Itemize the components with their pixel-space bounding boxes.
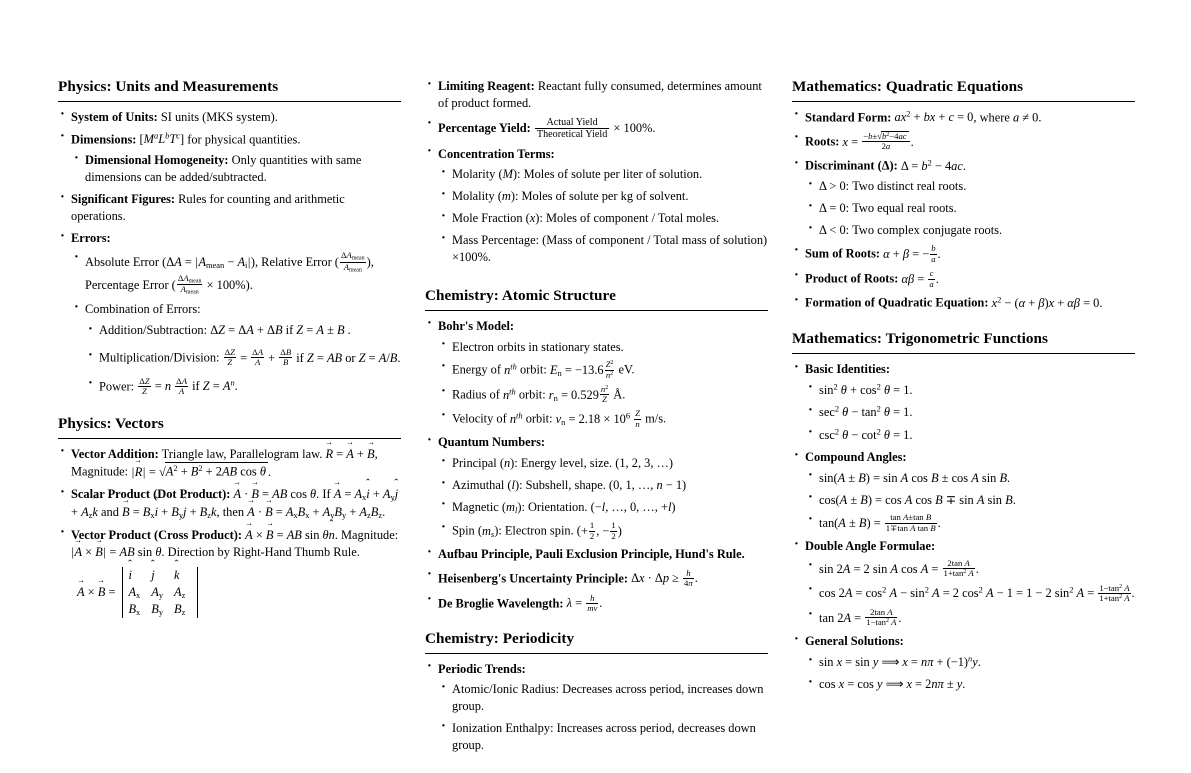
cross-magnitude-formula: |→ A × → B| = AB sin θ.: [71, 545, 165, 559]
item-label: Addition/Subtraction:: [99, 323, 208, 338]
column-2: [425, 78, 768, 773]
item-text: Ionization Enthalpy: Increases across period, decreases down group.: [452, 721, 756, 752]
list-item-basic-identities: [792, 361, 1135, 444]
list-item-magnetic: [438, 499, 768, 517]
list-item-aufbau-pauli-hund: [425, 546, 768, 563]
bullet-list-level1: [425, 318, 768, 613]
list-item-scalar-product: [58, 486, 401, 521]
heisenberg-formula: Δx · Δp ≥ $\frac{h}{4\pi}$ .: [631, 567, 698, 588]
symbol-M: M: [502, 167, 513, 182]
orbit-word: orbit:: [518, 387, 546, 402]
section-divider: [792, 101, 1135, 102]
tan2a-formula: tan 2A = $\frac{\text{2tan A}}{1-\tan^2 A}$ .: [819, 607, 902, 628]
list-item-identity-sin-cos: [805, 382, 1135, 399]
section-chemistry-periodicity: [425, 630, 768, 754]
determinant-matrix: [119, 567, 201, 618]
item-text: Rules for counting and arithmetic operations.: [71, 192, 345, 224]
table-row: [126, 567, 194, 583]
then-word: then: [222, 504, 245, 519]
item-text: Magnetic (: [452, 499, 507, 514]
item-text: 0: Two distinct real roots.: [839, 179, 967, 194]
section-title: Mathematics: Quadratic Equations: [792, 78, 1024, 95]
orbit-word: orbit:: [519, 363, 547, 378]
item-label: Discriminant (Δ):: [805, 158, 898, 173]
symbol-ml: $m_l$: [506, 499, 518, 515]
item-label: Double Angle Formulae:: [805, 539, 936, 554]
section-divider: [792, 353, 1135, 354]
item-label: Standard Form:: [805, 109, 892, 124]
radius-formula: $r_n = 0.529$ $\frac{n^2}{Z}$: [548, 383, 609, 405]
symbol-x: x: [529, 211, 536, 226]
bullet-list-level1: [792, 109, 1135, 312]
list-item-power: [85, 377, 401, 396]
cos2a-formula: $\cos 2A = \cos^2 A - \sin^2 A = 2$ $\cos^2 A - 1 = 1 - 2$ $\sin^2 A$ = $\frac{1-\tan^2 A}{1+\tan^2 A}$ .: [819, 582, 1135, 603]
column-3: [792, 78, 1135, 712]
item-text: Molality (: [452, 189, 502, 204]
matrix-cell: $A_y$: [151, 584, 164, 600]
list-item-vector-addition: [58, 446, 401, 481]
section-chemistry-atomic-structure: [425, 287, 768, 613]
item-text: Only quantities with same dimensions can be added/subtracted.: [85, 153, 362, 184]
item-label: Bohr's Model:: [438, 318, 515, 333]
percentage-yield-fraction: [535, 117, 609, 140]
item-text: Absolute Error (: [85, 255, 167, 270]
spin-values: + $\frac{1}{2}$ , − $\frac{1}{2}$ ): [580, 520, 622, 541]
section-title: Mathematics: Trigonometric Functions: [792, 330, 1049, 348]
list-item-identity-sec-tan: [805, 404, 1135, 421]
list-item-sum-of-roots: [792, 244, 1135, 263]
item-label: Aufbau Principle, Pauli Exclusion Principle, Hund's Rule.: [438, 547, 745, 562]
list-item-absolute-error: [71, 251, 401, 296]
nth-notation: $n^{th}$: [509, 410, 523, 426]
determinant-lhs: → A × → B =: [77, 584, 115, 601]
section-physics-units: [58, 78, 401, 396]
magnetic-range: −l, …, 0, …, +l): [594, 499, 676, 514]
item-text-2: ): Moles of component / Total moles.: [535, 211, 719, 226]
list-item-cos-sum: [805, 492, 1135, 509]
roots-formula: x = $\frac{-b\pm√b^2-4ac}{2a}$ .: [842, 131, 914, 152]
list-item-dimensional-homogeneity: [71, 152, 401, 186]
list-item-concentration-terms: [425, 146, 768, 266]
relative-error-fraction: $\frac{\Delta A_{mean}}{A_{mean}}$: [340, 250, 365, 274]
item-text: Spin (: [452, 524, 482, 538]
list-item-tan-2a: [805, 608, 1135, 627]
list-item-system-of-units: [58, 109, 401, 126]
list-item-velocity-nth-orbit: [438, 409, 768, 428]
list-item-atomic-radius: [438, 681, 768, 715]
item-text: Radius of: [452, 387, 500, 402]
item-text: , where: [973, 109, 1010, 124]
tan-sum-formula: tan(A ± B) = $\frac{\text{tan A±tan B}}{\text{1∓tan A tan B}}$ .: [819, 512, 941, 533]
item-text-2: ): Subshell, shape. (0, 1, …,: [514, 477, 654, 492]
bullet-list-level2: [805, 178, 1135, 239]
item-label: Scalar Product (Dot Product):: [71, 487, 231, 502]
item-label: Multiplication/Division:: [99, 350, 220, 365]
item-label: De Broglie Wavelength:: [438, 596, 564, 611]
general-cos-formula: cos x = cos y ⟹ x = 2nπ ± y.: [819, 677, 966, 692]
determinant-left-bar: [122, 567, 123, 618]
spacer: [425, 271, 768, 287]
list-item-addition-subtraction: [85, 322, 401, 339]
item-label: Vector Product (Cross Product):: [71, 527, 243, 542]
cross-product-determinant: [77, 567, 401, 618]
item-text: Atomic/Ionic Radius: Decreases across period, increases down group.: [452, 682, 764, 714]
item-label: Concentration Terms:: [438, 146, 555, 161]
item-text-3: ): [682, 477, 687, 492]
matrix-cell: $B_y$: [151, 602, 164, 618]
item-label: Sum of Roots:: [805, 247, 881, 261]
delta-condition: Δ =: [819, 201, 837, 216]
item-text-2: ): Moles of solute per liter of solution.: [512, 167, 703, 182]
item-text: Velocity of: [452, 411, 507, 426]
item-label: Compound Angles:: [805, 449, 907, 464]
times-100: × 100%: [206, 277, 246, 292]
azimuthal-range: n − 1: [656, 477, 683, 492]
item-text: Principal (: [452, 456, 504, 471]
item-text: Energy of: [452, 363, 501, 378]
item-label: Periodic Trends:: [438, 661, 526, 676]
item-text: Molarity (: [452, 167, 503, 182]
symbol-l: l: [511, 477, 515, 492]
bullet-list-level2: [438, 339, 768, 429]
nth-notation: $n^{th}$: [502, 386, 516, 402]
sum-roots-formula: α + β = − $\frac{b}{a}$ .: [883, 243, 941, 264]
vector-addition-formula: → R = → A + → B,: [325, 447, 377, 461]
list-item-percentage-yield: [425, 117, 768, 140]
bullet-list-level1: [58, 446, 401, 619]
dot-product-formula: → A · → B = AB cos θ.: [233, 487, 319, 501]
section-math-trigonometry: [792, 330, 1135, 693]
nth-notation: $n^{th}$: [504, 361, 517, 378]
bullet-list-level2: [71, 152, 401, 186]
matrix-cell: ˆ i: [126, 567, 149, 583]
unit: m/s.: [645, 411, 667, 426]
fraction-denominator: Theoretical Yield: [536, 129, 608, 141]
list-item-delta-positive: [805, 178, 1135, 195]
identity-formula: $\sec^2 \theta - \tan^2 \theta = 1$.: [819, 404, 913, 420]
section-divider: [425, 310, 768, 311]
item-text-2: ): Electron spin. (: [494, 524, 581, 538]
list-item-formation-quadratic: [792, 294, 1135, 311]
identity-formula: $\sin^2 \theta + \cos^2 \theta = 1$.: [819, 381, 913, 398]
abs-error-formula: $\Delta A = |A_{mean} - A_i|$: [166, 255, 251, 271]
vector-magnitude-formula: |→ $R| = √A^2 + B^2 + 2AB$ cos θ .: [131, 465, 271, 479]
matrix-cell: $B_z$: [174, 602, 186, 618]
list-item-product-of-roots: [792, 269, 1135, 288]
list-item-electron-orbits: [438, 339, 768, 356]
bullet-list-level1: [425, 661, 768, 754]
item-text: Mole Fraction (: [452, 211, 530, 226]
item-text: 0: Two complex conjugate roots.: [839, 223, 1003, 238]
list-item-periodic-trends: [425, 661, 768, 754]
list-item-ionization-enthalpy: [438, 720, 768, 754]
item-label: Errors:: [71, 231, 111, 246]
item-text: Mass Percentage: (Mass of component / Total mass of solution): [452, 232, 768, 247]
list-item-principal: [438, 455, 768, 472]
delta-condition: Δ >: [819, 179, 837, 194]
determinant-table: [126, 567, 194, 618]
item-label: Vector Addition:: [71, 446, 159, 461]
list-item-bohr-model: [425, 318, 768, 429]
section-divider: [425, 653, 768, 654]
list-item-energy-nth-orbit: [438, 360, 768, 380]
list-item-tan-sum: [805, 513, 1135, 532]
item-text: Azimuthal (: [452, 477, 512, 492]
item-label: Significant Figures:: [71, 192, 176, 207]
item-text-2: ), Relative Error (: [250, 255, 339, 270]
bullet-list-level2: [805, 382, 1135, 444]
section-title: Chemistry: Periodicity: [425, 629, 575, 647]
item-text: Combination of Errors:: [85, 302, 201, 317]
magnitude-word: Magnitude:: [341, 527, 399, 542]
cross-product-formula: → A × → B = AB sin θˆ n.: [245, 528, 338, 542]
list-item-compound-angles: [792, 449, 1135, 533]
item-text-2: ): Moles of solute per kg of solvent.: [510, 189, 689, 204]
item-text: Reactant fully consumed, determines amount of product formed.: [438, 79, 762, 110]
list-item-errors: [58, 230, 401, 396]
sin-sum-formula: sin(A ± B) = sin A cos B ± cos A sin B.: [819, 470, 1011, 485]
list-item-combination-of-errors: [71, 301, 401, 396]
general-sin-formula: sin x = sin y ⟹ $x = n\pi + (-1)^ny$.: [819, 653, 981, 670]
list-item-general-cos: [805, 676, 1135, 693]
list-item-radius-nth-orbit: [438, 385, 768, 404]
determinant-right-bar: [197, 567, 198, 618]
and-word: and: [101, 504, 119, 519]
bullet-list-level1: [58, 109, 401, 396]
mul-div-formula: $\frac{\Delta Z}{Z}$ = $\frac{\Delta A}{A}$ + $\frac{\Delta B}{B}$ if Z = AB or Z = A/B.: [224, 347, 401, 368]
standard-form-formula: $ax^2$ + bx + c = 0: [894, 108, 974, 124]
formation-formula: $x^2 - (\alpha + \beta)x + \alpha\beta = 0$.: [991, 294, 1103, 310]
matrix-cell: $B_x$: [128, 602, 141, 618]
item-text: Triangle law, Parallelogram law.: [161, 446, 323, 461]
list-item-vector-product: [58, 527, 401, 619]
dimensions-formula: $[M^aL^bT^c]$: [139, 130, 185, 147]
bullet-list-level2: [438, 681, 768, 753]
velocity-formula: $v_n = 2.18 \times 10^6$ $\frac{Z}{n}$: [555, 408, 640, 429]
item-text: Electron orbits in stationary states.: [452, 339, 624, 354]
symbol-n: n: [503, 456, 511, 471]
list-item-discriminant: [792, 157, 1135, 239]
bullet-list-level2: [438, 455, 768, 541]
add-sub-formula: ΔZ = ΔA + ΔB if Z = A ± B: [210, 323, 345, 338]
item-label: Limiting Reagent:: [438, 79, 535, 93]
if-word: If: [322, 487, 331, 502]
section-math-quadratic: [792, 78, 1135, 311]
item-text: Direction by Right-Hand Thumb Rule.: [167, 544, 360, 559]
list-item-roots: [792, 131, 1135, 151]
magnitude-word: Magnitude:: [71, 464, 129, 479]
list-item-sin-2a: [805, 559, 1135, 578]
bullet-list-level1: [792, 361, 1135, 693]
list-item-mass-percentage: · Mass Percentage: (Mass of component / Total mass of solution) ×100%.: [438, 232, 768, 266]
vector-b-components: → $B = B_xˆ$ $i + B_yˆ$ $j + B_zˆ$ k,: [122, 505, 220, 519]
list-item-identity-csc-cot: [805, 426, 1135, 443]
cos-sum-formula: cos(A ± B) = cos A cos B ∓ sin A sin B.: [819, 492, 1016, 507]
delta-condition: Δ <: [819, 223, 837, 238]
product-roots-formula: αβ = $\frac{c}{a}$ .: [901, 268, 939, 289]
item-text-3: ), Percentage Error (: [85, 255, 374, 292]
list-item-azimuthal: [438, 477, 768, 494]
list-item-general-sin: [805, 654, 1135, 671]
list-item-spin: [438, 521, 768, 540]
bullet-list-level3: [85, 322, 401, 396]
orbit-word: orbit:: [525, 411, 553, 426]
three-column-layout: [58, 78, 1133, 773]
item-text: 100%.: [623, 121, 656, 136]
list-item-general-solutions: [792, 633, 1135, 693]
unit: eV.: [618, 363, 635, 378]
table-row: [126, 584, 194, 601]
item-label: Basic Identities:: [805, 361, 891, 376]
list-item-delta-zero: [805, 200, 1135, 217]
bullet-list-level2: [805, 470, 1135, 533]
section-physics-vectors: [58, 415, 401, 618]
times-symbol: ×: [613, 121, 621, 136]
list-item-standard-form: [792, 109, 1135, 126]
item-label: Heisenberg's Uncertainty Principle:: [438, 571, 628, 586]
list-item-molarity: [438, 166, 768, 183]
table-row: [126, 601, 194, 618]
dot-product-components-formula: → A · → $B = A_xB_x + A_yB_y + A_zB_z$.: [247, 505, 385, 519]
column-1: [58, 78, 401, 637]
list-item-double-angle: [792, 538, 1135, 627]
list-item-delta-negative: [805, 222, 1135, 239]
section-title: Physics: Units and Measurements: [58, 78, 279, 95]
section-title: Physics: Vectors: [58, 415, 164, 433]
symbol-ms: $m_s$: [481, 524, 495, 540]
matrix-cell: $A_x$: [128, 584, 141, 600]
item-label: System of Units:: [71, 109, 158, 124]
sin2a-formula: sin 2A = 2 sin A cos A = $\frac{\text{2tan A}}{1+\tan^2 A}$ .: [819, 558, 979, 579]
list-item-de-broglie: [425, 594, 768, 613]
item-text: SI units (MKS system).: [160, 109, 278, 124]
symbol-m: m: [501, 189, 511, 204]
item-label: Quantum Numbers:: [438, 435, 546, 450]
item-label: Dimensions:: [71, 132, 137, 147]
identity-formula: $\csc^2 \theta - \cot^2 \theta = 1$.: [819, 426, 913, 442]
item-label: Power:: [99, 379, 135, 394]
list-item-molality: [438, 188, 768, 205]
list-item-dimensions: [58, 131, 401, 186]
times-100: ×100%: [452, 249, 488, 264]
list-item-limiting-reagent: [425, 78, 768, 112]
item-label: Dimensional Homogeneity:: [85, 153, 229, 168]
item-text-2: ): Energy level, size. (1, 2, 3, …): [510, 456, 674, 471]
matrix-cell: ˆ k: [172, 567, 194, 583]
bullet-list-level2: [805, 654, 1135, 693]
unit: Å.: [613, 387, 626, 402]
matrix-cell: $A_z$: [174, 584, 186, 600]
discriminant-formula: $\Delta = b^2 - 4ac$.: [900, 157, 966, 173]
item-text-4: ).: [245, 277, 253, 292]
list-item-mole-fraction: [438, 210, 768, 227]
item-text-tail: .: [347, 323, 351, 338]
item-text-2: ): Orientation. (: [517, 499, 595, 514]
item-label: Percentage Yield:: [438, 121, 531, 136]
de-broglie-formula: λ = $\frac{h}{mv}$ .: [566, 592, 603, 613]
item-label: Roots:: [805, 134, 840, 149]
list-item-sin-sum: [805, 470, 1135, 487]
bullet-list-level2: [71, 251, 401, 396]
item-text: for physical quantities.: [187, 132, 301, 147]
list-item-significant-figures: [58, 191, 401, 225]
energy-formula: $E_n = -13.6$ $\frac{Z^2}{n^2}$: [549, 359, 614, 380]
item-text: 0: Two equal real roots.: [839, 201, 957, 216]
power-formula: $\frac{\Delta Z}{Z}$ = n $\frac{\Delta A}{A}$ if $Z = A^n$.: [139, 375, 238, 396]
bullet-list-level1-continued: [425, 78, 768, 266]
a-not-zero: a ≠ 0.: [1012, 109, 1042, 124]
list-item-heisenberg: [425, 569, 768, 588]
vector-a-components: → $A = A_xˆ$ $i + A_yˆ$ $j + A_zˆ$ k: [71, 487, 398, 519]
bullet-list-level2: [805, 559, 1135, 627]
percentage-error-fraction: $\frac{\Delta A_{mean}}{A_{mean}}$: [177, 272, 202, 296]
section-title: Chemistry: Atomic Structure: [425, 287, 616, 305]
list-item-quantum-numbers: [425, 434, 768, 541]
list-item-multiplication-division: [85, 348, 401, 367]
item-label: Product of Roots:: [805, 271, 899, 286]
fraction-numerator: Actual Yield: [535, 117, 609, 129]
list-item-cos-2a: [805, 584, 1135, 604]
item-label: Formation of Quadratic Equation:: [805, 295, 989, 310]
section-divider: [58, 101, 401, 102]
item-label: General Solutions:: [805, 634, 904, 649]
matrix-cell: ˆ j: [149, 567, 172, 583]
bullet-list-level2: [438, 166, 768, 265]
